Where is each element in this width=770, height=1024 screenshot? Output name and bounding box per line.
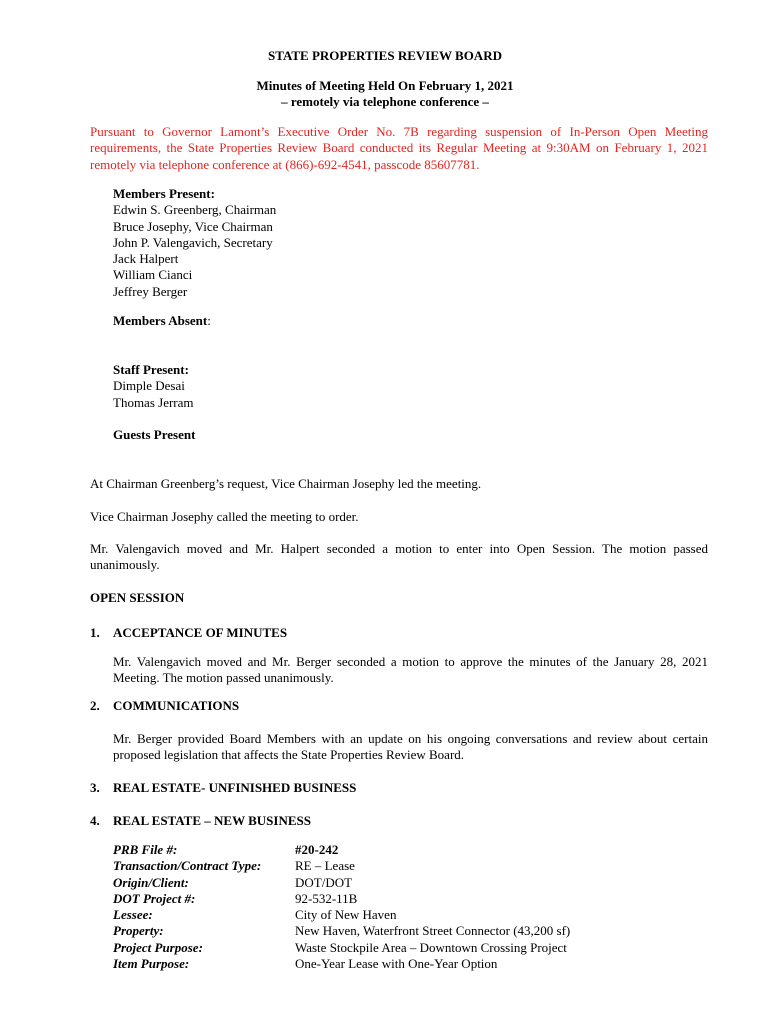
section-title: COMMUNICATIONS [113,698,240,713]
section-number: 2. [90,698,100,713]
member-item: John P. Valengavich, Secretary [113,234,273,250]
prb-value: One-Year Lease with One-Year Option [295,956,498,972]
prb-label: PRB File #: [113,842,178,857]
prb-label: DOT Project #: [113,890,196,906]
prb-label: Item Purpose: [113,956,190,972]
staff-present-list [113,362,194,411]
section-body: Mr. Valengavich moved and Mr. Berger seconded a motion to approve the minutes of the January 28, 2021 Meeting. The motion passed unanimously. [113,654,708,686]
prb-value: RE – Lease [295,858,355,874]
section-number: 4. [90,813,100,828]
staff-present-heading: Staff Present: [113,362,189,377]
section-body: Mr. Berger provided Board Members with an update on his ongoing conversations and review about certain proposed legislation that affects the State Properties Review Board. [113,731,708,763]
prb-label: Property: [113,923,164,939]
members-absent-colon: : [207,313,211,328]
prb-label: Transaction/Contract Type: [113,858,262,874]
paragraph-open-session-motion: Mr. Valengavich moved and Mr. Halpert seconded a motion to enter into Open Session. The motion passed unanimously. [90,541,708,573]
intro-paragraph: Pursuant to Governor Lamont’s Executive Order No. 7B regarding suspension of In-Person Open Meeting requirements, the State Properties Review Board conducted its Regular Meeting at 9:30AM on February 1, 2021 remotely via telephone conference at (866)-692-4541, passcode 85607781. [90,124,708,172]
section-number: 3. [90,780,100,795]
open-session-heading: OPEN SESSION [90,590,185,605]
member-item: Jeffrey Berger [113,283,188,299]
document-subtitle-remote: – remotely via telephone conference – [281,94,489,109]
prb-field-values [295,842,570,972]
document-title: STATE PROPERTIES REVIEW BOARD [268,48,502,63]
prb-value: City of New Haven [295,907,397,923]
prb-value: 92-532-11B [295,890,358,906]
staff-item: Thomas Jerram [113,394,194,410]
members-present-heading: Members Present: [113,186,215,201]
paragraph-called-to-order: Vice Chairman Josephy called the meeting to order. [90,509,359,524]
members-absent-heading: Members Absent [113,313,208,328]
prb-field-labels [113,842,261,972]
member-item: William Cianci [113,267,193,283]
section-title: ACCEPTANCE OF MINUTES [113,625,288,640]
prb-value: Waste Stockpile Area – Downtown Crossing Project [295,939,567,955]
section-title: REAL ESTATE – NEW BUSINESS [113,813,311,828]
paragraph-led-meeting: At Chairman Greenberg’s request, Vice Chairman Josephy led the meeting. [90,476,482,491]
prb-value: #20-242 [295,842,339,857]
section-title: REAL ESTATE- UNFINISHED BUSINESS [113,780,357,795]
prb-value: DOT/DOT [295,874,353,890]
prb-label: Project Purpose: [113,939,203,955]
members-present-list [113,186,276,300]
member-item: Jack Halpert [113,251,179,267]
section-number: 1. [90,625,100,640]
staff-item: Dimple Desai [113,378,185,394]
guests-present-heading: Guests Present [113,427,196,442]
prb-label: Lessee: [113,907,153,923]
members-absent [113,313,211,329]
document-subtitle: Minutes of Meeting Held On February 1, 2021 [256,78,514,93]
prb-value: New Haven, Waterfront Street Connector (43,200 sf) [295,923,571,939]
prb-label: Origin/Client: [113,874,189,890]
member-item: Bruce Josephy, Vice Chairman [113,218,273,234]
member-item: Edwin S. Greenberg, Chairman [113,202,277,218]
